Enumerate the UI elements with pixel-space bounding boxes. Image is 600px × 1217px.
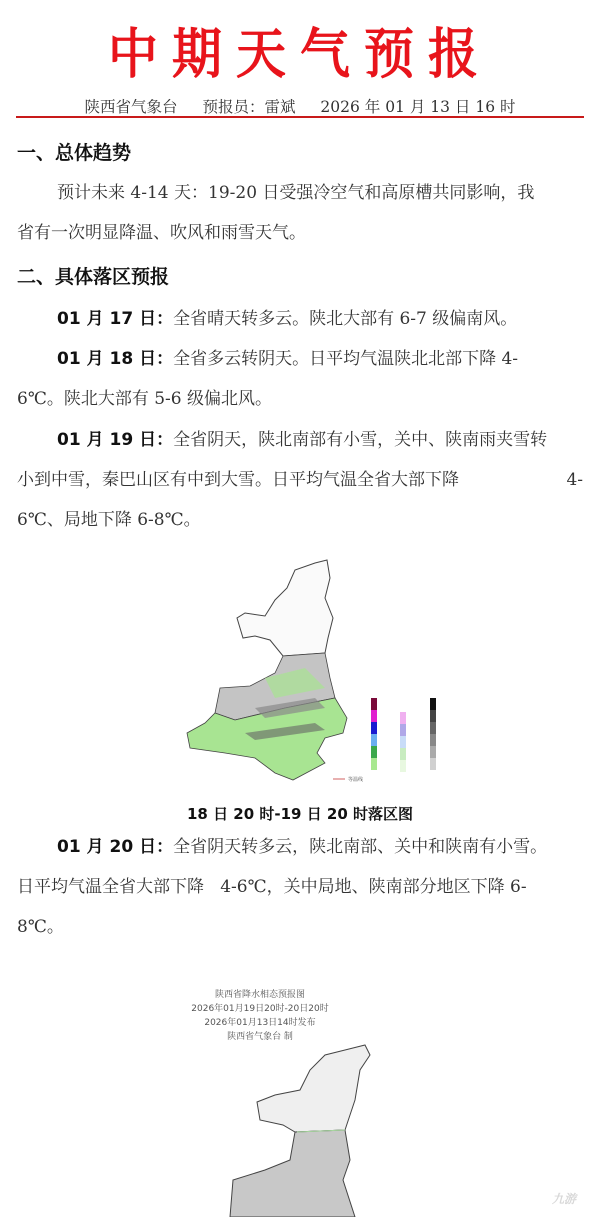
section-heading-area-forecast: 二、具体落区预报 <box>17 266 170 288</box>
section-heading-overall-trend: 一、总体趋势 <box>17 142 132 164</box>
text-line: 全省晴天转多云。陕北大部有 6-7 级偏南风。 <box>173 309 518 329</box>
precipitation-phase-map <box>225 1040 425 1217</box>
map1-caption: 18 日 20 时-19 日 20 时落区图 <box>186 805 414 823</box>
header-divider <box>16 116 584 118</box>
day-forecast-jan20 <box>17 827 583 947</box>
day-date: 01 月 19 日： <box>57 430 174 450</box>
text-line: 8℃。 <box>17 917 64 937</box>
text-line: 6℃、局地下降 6-8℃。 <box>17 510 201 530</box>
issue-time: 2026 年 01 月 13 日 16 时 <box>320 98 516 116</box>
day-date: 01 月 17 日： <box>57 309 174 329</box>
text-line: 全省阴天转多云，陕北南部、关中和陕南有小雪。 <box>173 837 548 857</box>
map2-issued: 2026年01月13日14时发布 <box>204 1018 316 1028</box>
text-line: 6℃。陕北大部有 5-6 级偏北风。 <box>17 389 273 409</box>
forecaster: 预报员：雷斌 <box>202 98 296 116</box>
report-title: 中期天气预报 <box>108 22 492 86</box>
text-line: 全省多云转阴天。日平均气温陕北北部下降 4- <box>173 349 519 369</box>
overall-trend-paragraph <box>17 173 583 253</box>
report-meta <box>0 96 600 118</box>
isotherm-label: 等温线 <box>348 777 364 783</box>
day-forecast-jan17 <box>17 299 583 339</box>
text-line: 日平均气温全省大部下降 4-6℃，关中局地、陕南部分地区下降 6- <box>17 877 527 897</box>
sleet-legend <box>400 712 406 772</box>
map2-title: 陕西省降水相态预报图 <box>214 990 305 1000</box>
map2-producer: 陕西省气象台 制 <box>227 1032 293 1042</box>
map2-period: 2026年01月19日20时-20日20时 <box>191 1004 329 1014</box>
text-line: 预计未来 4-14 天：19-20 日受强冷空气和高原槽共同影响，我 <box>57 183 535 203</box>
day-date: 01 月 18 日： <box>57 349 174 369</box>
snow-legend <box>430 698 436 770</box>
text-line: 4- <box>566 470 583 490</box>
agency: 陕西省气象台 <box>84 98 178 116</box>
text-line: 全省阴天，陕北南部有小雪，关中、陕南雨夹雪转 <box>173 430 548 450</box>
text-line: 小到中雪，秦巴山区有中到大雪。日平均气温全省大部下降 <box>17 470 459 490</box>
day-forecast-jan18 <box>17 339 583 419</box>
text-line: 省有一次明显降温、吹风和雨雪天气。 <box>17 223 306 243</box>
day-date: 01 月 20 日： <box>57 837 174 857</box>
map2-title-block <box>160 988 360 1044</box>
day-forecast-jan19 <box>17 420 583 540</box>
rain-legend <box>371 698 377 770</box>
watermark-logo: 九游 <box>552 1192 577 1206</box>
precipitation-area-map <box>175 558 455 793</box>
